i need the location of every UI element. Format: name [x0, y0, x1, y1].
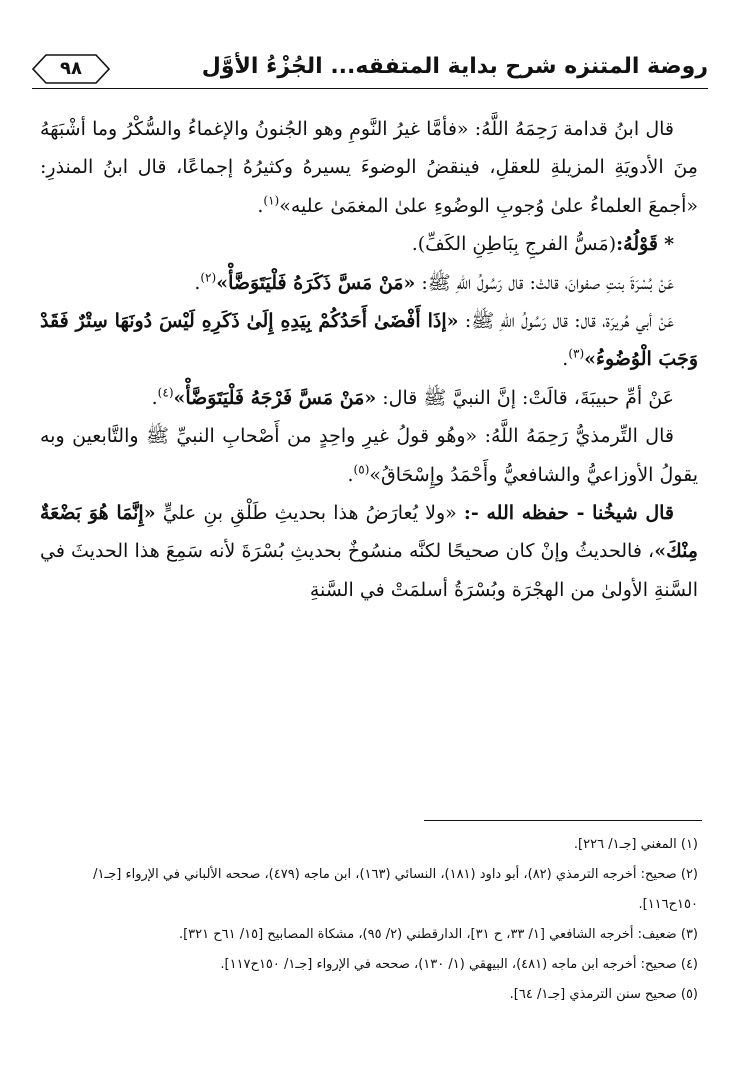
- page-number: ٩٨: [60, 58, 82, 79]
- hadith-text: «إذَا أَفْضَىٰ أَحَدُكُمْ بِيَدِهِ إِلَىٰ ذَكَرِهِ لَيْسَ دُونَهَا سِتْرٌ فَقَدْ وَجَبَ الْوُضُوءُ»: [40, 310, 698, 371]
- section-heading: [40, 225, 698, 263]
- main-text: [40, 110, 698, 609]
- page-number-badge: [32, 54, 110, 84]
- hadith-text: «مَنْ مَسَّ فَرْجَهُ فَلْيَتَوَضَّأْ»: [173, 386, 377, 409]
- heading-text: (مَسُّ الفرجِ بِبَاطِنِ الكَفِّ).: [411, 233, 617, 256]
- heading-mark: *: [664, 233, 674, 256]
- page-header: [32, 52, 708, 92]
- footnote-4: (٤) صحيح: أخرجه ابن ماجه (٤٨١)، البيهقي (١/ ١٣٠)، صححه في الإرواء [جـ١/ ١٥٠ح١١٧].: [220, 957, 698, 972]
- footnotes: [34, 830, 698, 1010]
- paragraph-abu-hurayra: عَنْ أبي هُريرَة، قال: قال رَسُولُ اللهِ ﷺ: «إذَا أَفْضَىٰ أَحَدُكُمْ بِيَدِهِ إِلَىٰ ذَكَرِهِ لَيْسَ دُونَهَا سِتْرٌ فَقَدْ وَجَبَ الْوُضُوءُ»$^{(٣)}$.: [40, 310, 698, 371]
- footnote-ref-3: (٣): [568, 347, 585, 362]
- running-title: روضة المتنزه شرح بداية المتفقه... الجُزْءُ الأوَّل: [201, 54, 708, 79]
- footnote-3: (٣) ضعيف: أخرجه الشافعي [١/ ٣٣، ح ٣١]، الدارقطني (٢/ ٩٥)، مشكاة المصابيح [١٥/ ٦١ح ٣٢١].: [178, 927, 698, 942]
- footnote-ref-4: (٤): [157, 385, 174, 400]
- paragraph-busra: عَنْ بُسْرَةَ بنتِ صفوانَ، قالتْ: قال رَسُولُ اللهِ ﷺ: «مَنْ مَسَّ ذَكَرَهُ فَلْيَتَوَضَّأْ»$^{(٢)}$.: [194, 270, 674, 294]
- heading-lead: قَوْلُهُ:: [616, 233, 659, 256]
- hadith-text: «مَنْ مَسَّ ذَكَرَهُ فَلْيَتَوَضَّأْ»: [216, 271, 416, 294]
- paragraph-tirmidhi: قال التِّرمذيُّ رَحِمَهُ اللَّهُ: «وهُو قولُ غيرِ واحِدٍ من أَصْحابِ النبيِّ ﷺ والتَّابعين وبه يقولُ الأوزاعيُّ والشافعيُّ وأَحْمَدُ وإِسْحَاقُ»$^{(٥)}$.: [40, 425, 698, 486]
- footnote-ref-1: (١): [263, 193, 280, 208]
- paragraph-shaykh: قال شيخُنا - حفظه الله -: «ولا يُعارَضُ هذا بحديثِ طَلْقِ بنِ عليٍّ «إِنَّمَا هُوَ بَضْعَةٌ مِنْكَ»، فالحديثُ وإنْ كان صحيحًا لكنَّه منسُوخٌ بحديثِ بُسْرَةَ لأنه سَمِعَ هذا الحديثَ في السَّنةِ الأولىٰ من الهجْرَة وبُسْرَةُ أسلمَتْ في السَّنةِ: [40, 502, 698, 601]
- footnote-ref-2: (٢): [200, 270, 217, 285]
- hadith-text: «إِنَّمَا هُوَ بَضْعَةٌ مِنْكَ»: [40, 502, 698, 563]
- footnote-2: (٢) صحيح: أخرجه الترمذي (٨٢)، أبو داود (١٨١)، النسائي (١٦٣)، ابن ماجه (٤٧٩)، صححه الألباني في الإرواء [جـ١/ ١٥٠ح١١٦].: [93, 867, 698, 912]
- shaykh-lead: قال شيخُنا - حفظه الله -:: [463, 502, 674, 525]
- footnote-1: (١) المغني [جـ١/ ٢٢٦].: [573, 837, 698, 852]
- footnote-divider: [424, 820, 702, 821]
- footnote-ref-5: (٥): [353, 462, 370, 477]
- footnote-5: (٥) صحيح سنن الترمذي [جـ١/ ٦٤].: [509, 987, 698, 1002]
- header-divider: [32, 88, 708, 89]
- paragraph-ibn-qudama: قال ابنُ قدامة رَحِمَهُ اللَّهُ: «فأمَّا غيرُ النَّومِ وهو الجُنونُ والإغماءُ والسُّكْرُ وما أشْبَهَهُ مِنَ الأدويَةِ المزيلةِ للعقلِ، فينقضُ الوضوءَ يسيرهُ وكثيرُهُ إجماعًا، قال ابنُ المنذرِ: «أجمعَ العلماءُ علىٰ وُجوبِ الوضُوءِ علىٰ المغمَىٰ عليه»$^{(١)}$.: [40, 118, 698, 217]
- paragraph-umm-habiba: عَنْ أمِّ حبيبَةَ، قالَتْ: إنَّ النبيَّ ﷺ قال: «مَنْ مَسَّ فَرْجَهُ فَلْيَتَوَضَّأْ»$^{(٤)}$.: [151, 385, 674, 409]
